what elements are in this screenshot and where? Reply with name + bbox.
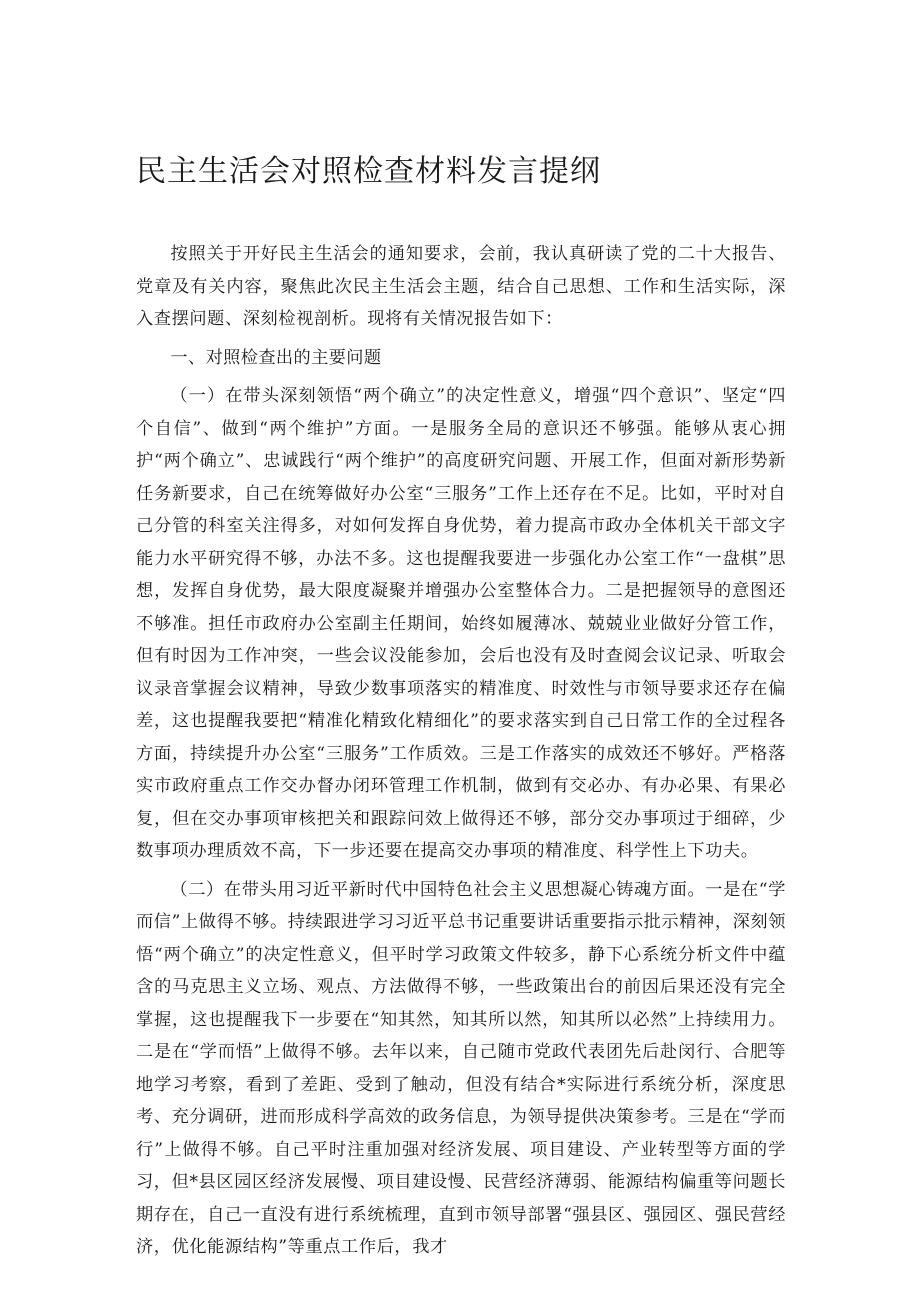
section-heading: 一、对照检查出的主要问题: [170, 347, 382, 368]
body-paragraph-2: （二）在带头用习近平新时代中国特色社会主义思想凝心铸魂方面。一是在“学而信”上做得不够。持续跟进学习习近平总书记重要讲话重要指示批示精神，深刻领悟“两个确立”的决定性意义，但平时学习政策文件较多，静下心系统分析文件中蕴含的马克思主义立场、观点、方法做得不够，一些政策出台的前因后果还没有完全掌握，这也提醒我下一步要在“知其然，知其所以然，知其所以必然”上持续用力。二是在“学而悟”上做得不够。去年以来，自己随市党政代表团先后赴闵行、合肥等地学习考察，看到了差距、受到了触动，但没有结合*实际进行系统分析，深度思考、充分调研，进而形成科学高效的政务信息，为领导提供决策参考。三是在“学而行”上做得不够。自己平时注重加强对经济发展、项目建设、产业转型等方面的学习，但*县区园区经济发展慢、项目建设慢、民营经济薄弱、能源结构偏重等问题长期存在，自己一直没有进行系统梳理，直到市领导部署“强县区、强园区、强民营经济，优化能源结构”等重点工作后，我才: [136, 879, 786, 1257]
document-title: 民主生活会对照检查材料发言提纲: [136, 154, 601, 189]
document-body: [136, 238, 786, 1270]
intro-paragraph: 按照关于开好民主生活会的通知要求，会前，我认真研读了党的二十大报告、党章及有关内容，聚焦此次民主生活会主题，结合自己思想、工作和生活实际，深入查摆问题、深刻检视剖析。现将有关情况报告如下：: [136, 244, 786, 329]
body-paragraph-1: （一）在带头深刻领悟“两个确立”的决定性意义，增强“四个意识”、坚定“四个自信”、做到“两个维护”方面。一是服务全局的意识还不够强。能够从衷心拥护“两个确立”、忠诚践行“两个维护”的高度研究问题、开展工作，但面对新形势新任务新要求，自己在统筹做好办公室“三服务”工作上还存在不足。比如，平时对自己分管的科室关注得多，对如何发挥自身优势，着力提高市政办全体机关干部文字能力水平研究得不够，办法不多。这也提醒我要进一步强化办公室工作“一盘棋”思想，发挥自身优势，最大限度凝聚并增强办公室整体合力。二是把握领导的意图还不够准。担任市政府办公室副主任期间，始终如履薄冰、兢兢业业做好分管工作，但有时因为工作冲突，一些会议没能参加，会后也没有及时查阅会议记录、听取会议录音掌握会议精神，导致少数事项落实的精准度、时效性与市领导要求还存在偏差，这也提醒我要把“精准化精致化精细化”的要求落实到自己日常工作的全过程各方面，持续提升办公室“三服务”工作质效。三是工作落实的成效还不够好。严格落实市政府重点工作交办督办闭环管理工作机制，做到有交必办、有办必果、有果必复，但在交办事项审核把关和跟踪问效上做得还不够，部分交办事项过于细碎，少数事项办理质效不高，下一步还要在提高交办事项的精准度、科学性上下功夫。: [136, 386, 786, 861]
